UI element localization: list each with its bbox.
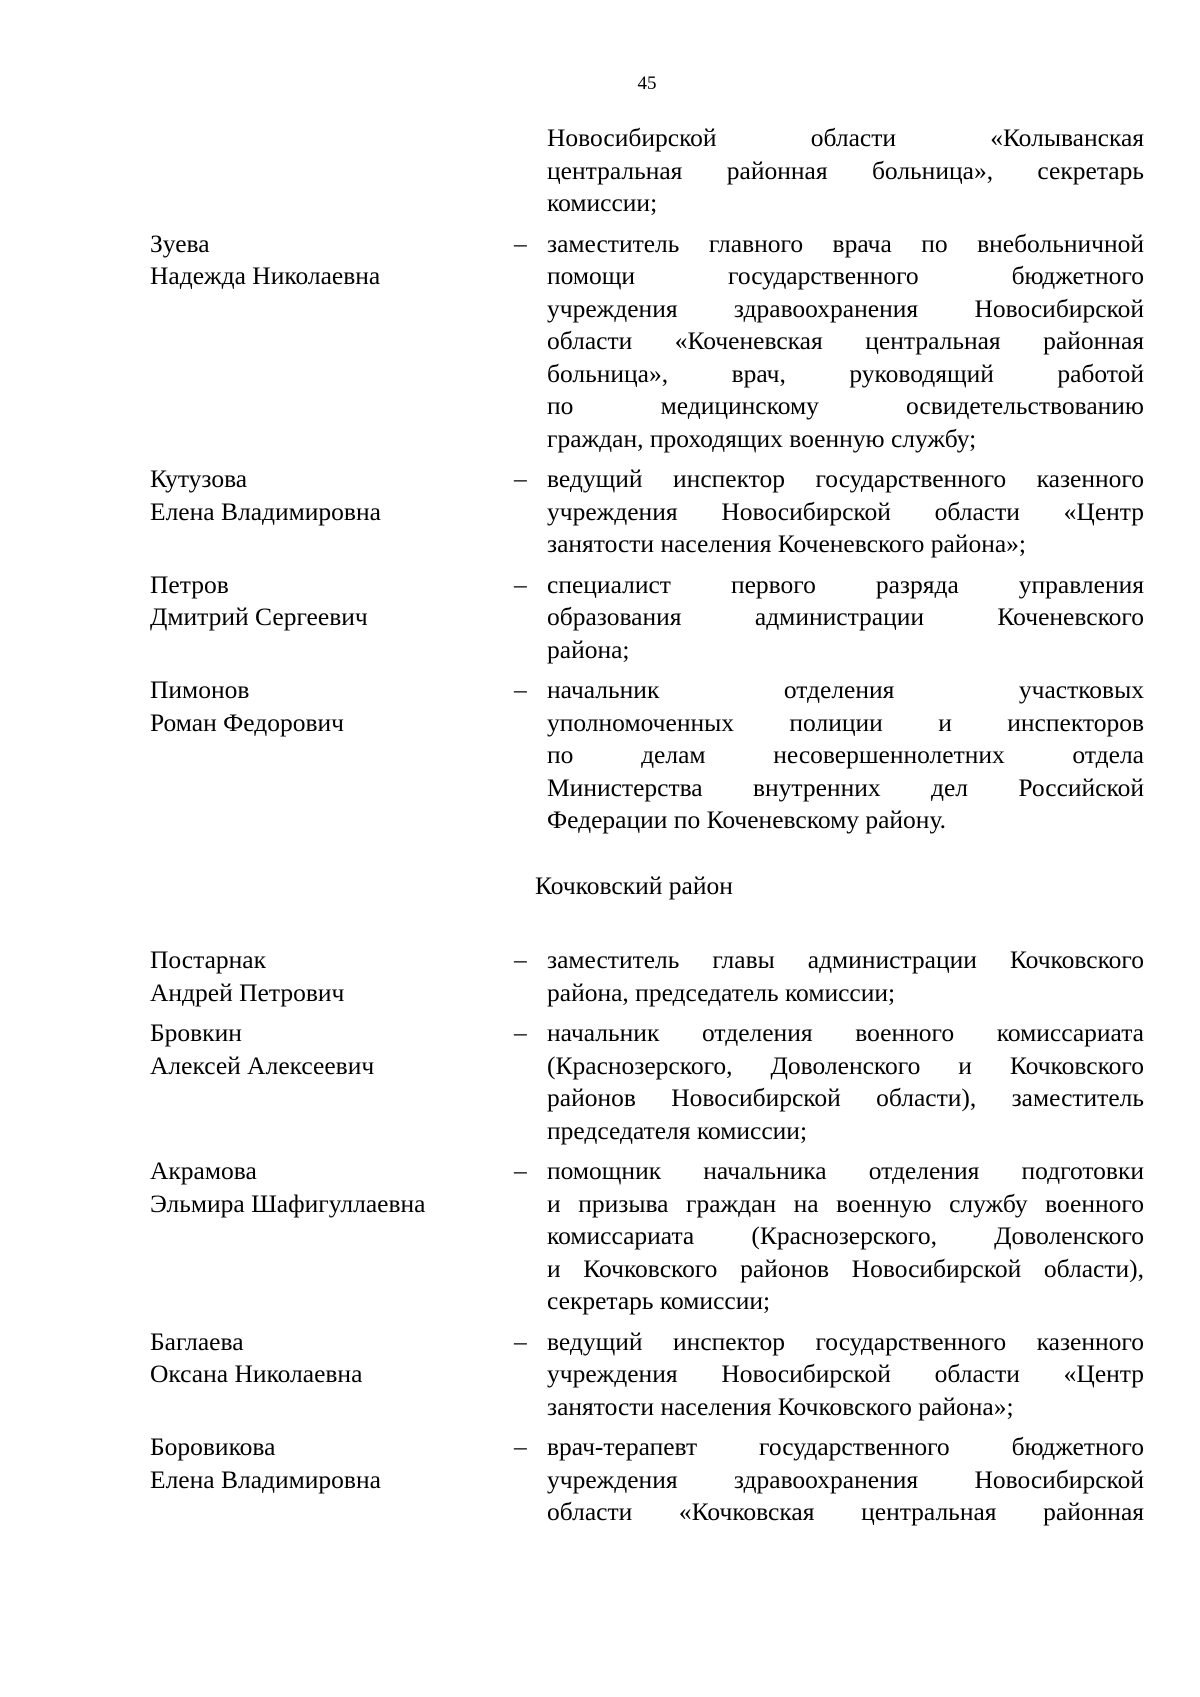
position-line: учреждения здравоохранения Новосибирской: [547, 1464, 1144, 1494]
entry-dash: –: [514, 945, 527, 974]
position-line: уполномоченных полиции и инспекторов: [547, 707, 1144, 737]
member-name: [150, 1326, 490, 1391]
entry-dash: –: [514, 464, 527, 493]
member-entry: [0, 1326, 1200, 1424]
position-line: помощи государственного бюджетного: [547, 261, 1144, 290]
position-line: и призыва граждан на военную службу военного: [547, 1188, 1144, 1218]
position-line: Федерации по Коченевскому району.: [547, 805, 947, 834]
member-position: [547, 1017, 1144, 1147]
section-heading: Кочковский район: [535, 870, 733, 900]
member-surname: Кутузова: [150, 464, 248, 493]
position-line: начальник отделения военного комиссариата: [547, 1018, 1144, 1047]
position-line: специалист первого разряда управления: [547, 569, 1144, 599]
position-line: и Кочковского районов Новосибирской области),: [547, 1253, 1144, 1283]
position-line: начальник отделения участковых: [547, 675, 1144, 704]
member-given-names: Дмитрий Сергеевич: [150, 602, 368, 631]
position-line: по делам несовершеннолетних отдела: [547, 740, 1144, 769]
position-line: ведущий инспектор государственного казенного: [547, 1326, 1144, 1356]
position-line: учреждения здравоохранения Новосибирской: [547, 293, 1144, 323]
position-line: по медицинскому освидетельствованию: [547, 391, 1144, 420]
member-name: [150, 228, 490, 293]
member-given-names: Роман Федорович: [150, 707, 344, 737]
position-line: комиссариата (Краснозерского, Доволенского: [547, 1221, 1144, 1250]
position-line: заместитель главы администрации Кочковского: [547, 945, 1144, 974]
member-entry: [0, 122, 1200, 220]
position-line: секретарь комиссии;: [547, 1286, 771, 1315]
member-given-names: Алексей Алексеевич: [150, 1050, 375, 1080]
entry-dash: –: [514, 1432, 527, 1461]
position-line: ведущий инспектор государственного казенного: [547, 464, 1144, 493]
member-position: [547, 228, 1144, 456]
position-line: председателя комиссии;: [547, 1115, 808, 1145]
member-entry: [0, 1155, 1200, 1318]
member-given-names: Эльмира Шафигуллаевна: [150, 1188, 426, 1218]
position-line: граждан, проходящих военную службу;: [547, 423, 977, 453]
member-surname: Постарнак: [150, 945, 266, 974]
member-list-top: [0, 122, 1200, 837]
position-line: больница», врач, руководящий работой: [547, 358, 1144, 388]
member-name: [150, 944, 490, 1009]
member-name: [150, 1017, 490, 1082]
member-position: [547, 569, 1144, 667]
member-given-names: Надежда Николаевна: [150, 261, 381, 290]
position-line: Министерства внутренних дел Российской: [547, 772, 1144, 802]
member-surname: Бровкин: [150, 1018, 242, 1047]
position-line: районов Новосибирской области), заместитель: [547, 1083, 1144, 1112]
commission-members-list: [0, 122, 1200, 1537]
position-line: области «Коченевская центральная районная: [547, 326, 1144, 355]
member-name: [150, 463, 490, 528]
position-line: занятости населения Кочковского района»;: [547, 1391, 1014, 1421]
member-position: [547, 1155, 1144, 1318]
position-line: занятости населения Коченевского района»;: [547, 529, 1026, 558]
member-given-names: Андрей Петрович: [150, 977, 345, 1007]
member-position: [547, 944, 1144, 1009]
position-line: Новосибирской области «Колыванская: [547, 123, 1144, 152]
entry-dash: –: [514, 1156, 527, 1185]
entry-dash: –: [514, 1018, 527, 1047]
member-entry: [0, 1017, 1200, 1147]
position-line: учреждения Новосибирской области «Центр: [547, 496, 1144, 526]
position-line: комиссии;: [547, 188, 658, 217]
position-line: (Краснозерского, Доволенского и Кочковского: [547, 1050, 1144, 1080]
member-position: [547, 463, 1144, 561]
member-entry: [0, 674, 1200, 837]
member-name: [150, 1431, 490, 1496]
position-line: области «Кочковская центральная районная: [547, 1497, 1144, 1526]
position-line: образования администрации Коченевского: [547, 602, 1144, 631]
position-line: врач-терапевт государственного бюджетного: [547, 1432, 1144, 1461]
member-surname: Петров: [150, 569, 229, 599]
member-surname: Пимонов: [150, 675, 250, 704]
member-position: [547, 122, 1144, 220]
entry-dash: –: [514, 228, 527, 258]
position-line: центральная районная больница», секретарь: [547, 155, 1144, 185]
position-line: помощник начальника отделения подготовки: [547, 1156, 1144, 1185]
position-line: района, председатель комиссии;: [547, 977, 896, 1007]
member-surname: Боровикова: [150, 1432, 276, 1461]
page-number: 45: [637, 73, 657, 94]
member-surname: Акрамова: [150, 1156, 257, 1185]
member-given-names: Елена Владимировна: [150, 1464, 381, 1494]
member-position: [547, 1326, 1144, 1424]
member-name: [150, 1155, 490, 1220]
member-name: [150, 674, 490, 739]
member-given-names: Оксана Николаевна: [150, 1359, 363, 1388]
member-name: [150, 569, 490, 634]
member-surname: Зуева: [150, 228, 210, 258]
position-line: района;: [547, 634, 630, 664]
member-entry: [0, 228, 1200, 456]
member-entry: [0, 569, 1200, 667]
member-entry: [0, 463, 1200, 561]
entry-dash: –: [514, 1326, 527, 1356]
member-given-names: Елена Владимировна: [150, 496, 381, 526]
entry-dash: –: [514, 569, 527, 599]
member-entry: [0, 944, 1200, 1009]
member-position: [547, 1431, 1144, 1529]
member-position: [547, 674, 1144, 837]
member-surname: Баглаева: [150, 1326, 244, 1356]
member-entry: [0, 1431, 1200, 1529]
position-line: заместитель главного врача по внебольничной: [547, 228, 1144, 258]
member-list-bottom: [0, 944, 1200, 1529]
position-line: учреждения Новосибирской области «Центр: [547, 1359, 1144, 1388]
entry-dash: –: [514, 675, 527, 704]
